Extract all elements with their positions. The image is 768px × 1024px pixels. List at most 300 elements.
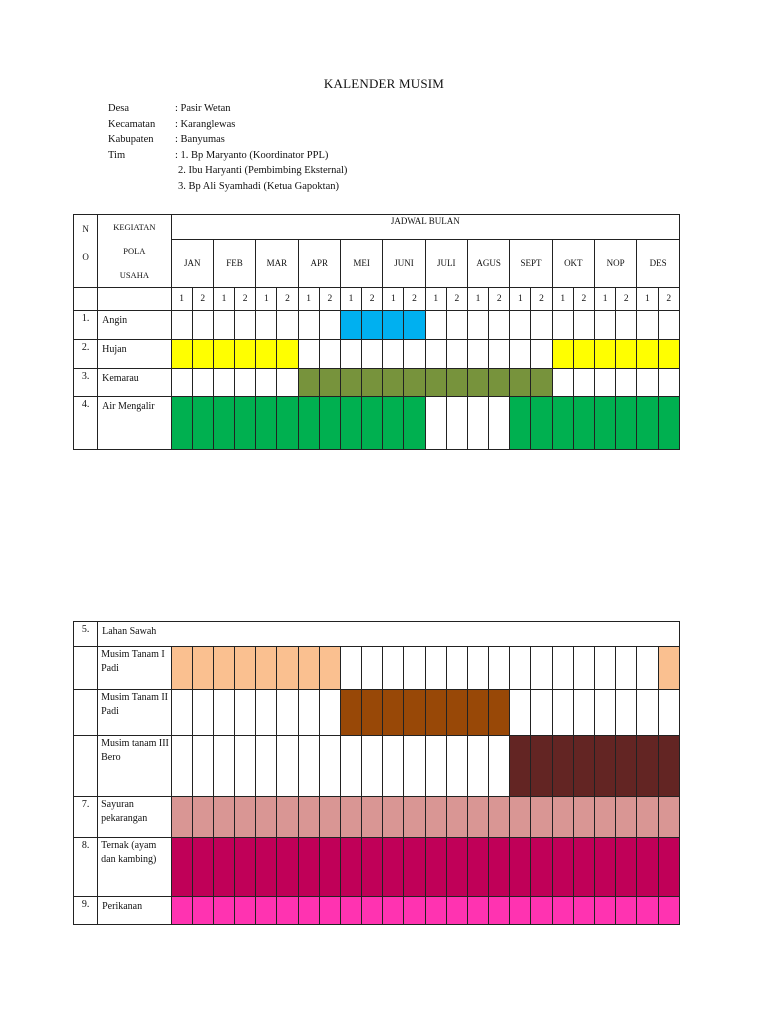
half-month-header: 2 (446, 288, 467, 311)
schedule-cell-filled (489, 369, 510, 397)
schedule-cell-filled (594, 736, 615, 797)
schedule-cell-empty (637, 690, 658, 736)
schedule-cell-filled (383, 797, 404, 838)
row-number: 1. (74, 311, 98, 340)
schedule-cell-filled (383, 369, 404, 397)
schedule-cell-empty (192, 736, 213, 797)
schedule-cell-empty (383, 736, 404, 797)
schedule-cell-filled (425, 897, 446, 925)
schedule-cell-filled (319, 397, 340, 450)
schedule-cell-filled (404, 838, 425, 897)
schedule-cell-empty (298, 340, 319, 369)
schedule-cell-filled (256, 397, 277, 450)
schedule-cell-filled (256, 340, 277, 369)
schedule-cell-filled (658, 397, 680, 450)
schedule-cell-filled (277, 397, 298, 450)
schedule-cell-empty (446, 311, 467, 340)
half-month-header: 2 (616, 288, 637, 311)
schedule-cell-empty (531, 340, 552, 369)
schedule-cell-filled (425, 690, 446, 736)
table-row (74, 690, 680, 736)
half-month-header: 2 (235, 288, 256, 311)
schedule-cell-filled (362, 311, 383, 340)
schedule-cell-empty (467, 340, 488, 369)
schedule-cell-empty (616, 647, 637, 690)
schedule-cell-empty (319, 340, 340, 369)
schedule-cell-filled (637, 340, 658, 369)
schedule-cell-filled (362, 838, 383, 897)
activity-label: Air Mengalir (98, 397, 171, 450)
info-label: Desa (108, 103, 129, 114)
schedule-cell-filled (340, 797, 361, 838)
schedule-cell-empty (362, 340, 383, 369)
half-month-header: 2 (319, 288, 340, 311)
month-header: MAR (256, 239, 298, 287)
schedule-cell-filled (235, 647, 256, 690)
half-month-header: 1 (383, 288, 404, 311)
schedule-cell-filled (404, 311, 425, 340)
schedule-cell-filled (510, 797, 531, 838)
schedule-cell-empty (658, 690, 680, 736)
schedule-cell-filled (552, 838, 573, 897)
schedule-cell-empty (256, 311, 277, 340)
schedule-cell-filled (637, 838, 658, 897)
half-month-header: 1 (552, 288, 573, 311)
schedule-cell-filled (213, 340, 234, 369)
schedule-cell-filled (510, 736, 531, 797)
schedule-cell-filled (467, 897, 488, 925)
schedule-cell-filled (594, 797, 615, 838)
info-row-desa (108, 101, 347, 117)
schedule-cell-empty (637, 311, 658, 340)
schedule-cell-empty (192, 690, 213, 736)
schedule-cell-empty (298, 311, 319, 340)
schedule-cell-empty (362, 647, 383, 690)
activity-label: Angin (98, 311, 171, 340)
schedule-cell-filled (404, 797, 425, 838)
info-row-tim (108, 148, 347, 164)
schedule-cell-filled (383, 897, 404, 925)
schedule-cell-filled (362, 397, 383, 450)
schedule-cell-empty (319, 690, 340, 736)
schedule-cell-empty (637, 369, 658, 397)
info-value: : Karanglewas (175, 118, 236, 130)
schedule-cell-empty (277, 311, 298, 340)
schedule-cell-empty (446, 340, 467, 369)
schedule-cell-filled (171, 397, 192, 450)
month-header: FEB (213, 239, 255, 287)
info-row-kabupaten (108, 132, 347, 148)
schedule-cell-filled (489, 797, 510, 838)
schedule-cell-empty (658, 311, 680, 340)
schedule-cell-empty (489, 340, 510, 369)
schedule-cell-filled (213, 897, 234, 925)
schedule-cell-filled (235, 340, 256, 369)
schedule-cell-empty (573, 369, 594, 397)
schedule-cell-empty (446, 736, 467, 797)
info-block (108, 101, 347, 194)
schedule-cell-empty (171, 369, 192, 397)
schedule-cell-filled (319, 369, 340, 397)
schedule-cell-filled (256, 838, 277, 897)
row-number: 4. (74, 397, 98, 450)
schedule-cell-empty (489, 647, 510, 690)
schedule-cell-empty (277, 369, 298, 397)
schedule-cell-filled (404, 397, 425, 450)
half-month-header: 1 (213, 288, 234, 311)
half-month-header: 2 (192, 288, 213, 311)
table-row (74, 340, 680, 369)
half-month-header: 2 (573, 288, 594, 311)
schedule-cell-empty (552, 690, 573, 736)
schedule-cell-filled (425, 797, 446, 838)
schedule-cell-filled (277, 647, 298, 690)
schedule-cell-filled (467, 838, 488, 897)
half-month-header: 2 (277, 288, 298, 311)
schedule-cell-empty (383, 340, 404, 369)
half-month-header: 2 (531, 288, 552, 311)
half-month-header: 1 (298, 288, 319, 311)
info-row-kecamatan (108, 117, 347, 133)
half-month-header: 2 (489, 288, 510, 311)
schedule-cell-empty (171, 736, 192, 797)
schedule-cell-filled (213, 838, 234, 897)
schedule-cell-empty (235, 736, 256, 797)
info-team-member: 2. Ibu Haryanti (Pembimbing Eksternal) (178, 165, 348, 176)
schedule-cell-filled (298, 838, 319, 897)
schedule-cell-empty (489, 736, 510, 797)
schedule-cell-filled (319, 647, 340, 690)
schedule-cell-filled (340, 311, 361, 340)
schedule-cell-filled (425, 369, 446, 397)
schedule-cell-filled (616, 340, 637, 369)
half-month-header: 2 (404, 288, 425, 311)
schedule-cell-filled (319, 797, 340, 838)
month-header: AGUS (467, 239, 509, 287)
calendar-table-farming (73, 621, 680, 925)
info-value: : Banyumas (175, 134, 225, 145)
table-row (74, 647, 680, 690)
schedule-cell-filled (573, 397, 594, 450)
schedule-cell-empty (340, 736, 361, 797)
schedule-cell-filled (298, 369, 319, 397)
schedule-cell-empty (637, 647, 658, 690)
schedule-cell-filled (552, 797, 573, 838)
schedule-cell-empty (404, 340, 425, 369)
schedule-cell-empty (594, 647, 615, 690)
schedule-cell-empty (340, 340, 361, 369)
activity-label: Musim Tanam II Padi (98, 690, 171, 736)
schedule-cell-filled (340, 690, 361, 736)
schedule-cell-empty (510, 647, 531, 690)
row-number: 2. (74, 340, 98, 369)
schedule-cell-empty (213, 311, 234, 340)
info-value: : 1. Bp Maryanto (Koordinator PPL) (175, 149, 329, 161)
header-activity-line: USAHA (119, 270, 149, 280)
half-month-header: 2 (658, 288, 680, 311)
schedule-cell-filled (531, 397, 552, 450)
schedule-cell-empty (616, 369, 637, 397)
schedule-cell-empty (573, 311, 594, 340)
table-row (74, 311, 680, 340)
schedule-cell-empty (404, 647, 425, 690)
schedule-cell-filled (340, 897, 361, 925)
info-label: Kabupaten (108, 134, 154, 145)
schedule-cell-empty (446, 647, 467, 690)
schedule-cell-filled (531, 797, 552, 838)
schedule-cell-filled (298, 897, 319, 925)
schedule-cell-filled (446, 797, 467, 838)
schedule-cell-empty (383, 647, 404, 690)
activity-label: Musim Tanam I Padi (98, 647, 171, 690)
schedule-cell-empty (594, 690, 615, 736)
activity-label: Hujan (98, 340, 171, 369)
schedule-cell-filled (383, 397, 404, 450)
schedule-cell-filled (467, 369, 488, 397)
schedule-cell-filled (256, 797, 277, 838)
schedule-cell-empty (594, 369, 615, 397)
schedule-cell-filled (531, 369, 552, 397)
schedule-cell-empty (658, 369, 680, 397)
header-schedule: JADWAL BULAN (171, 215, 679, 240)
table-row (74, 397, 680, 450)
schedule-cell-filled (637, 736, 658, 797)
table-row (74, 897, 680, 925)
header-activity-line: KEGIATAN (113, 222, 156, 232)
schedule-cell-empty (425, 736, 446, 797)
schedule-cell-filled (362, 690, 383, 736)
half-month-header: 1 (510, 288, 531, 311)
schedule-cell-filled (404, 369, 425, 397)
schedule-cell-empty (171, 311, 192, 340)
schedule-cell-empty (510, 340, 531, 369)
schedule-cell-filled (616, 797, 637, 838)
schedule-cell-empty (277, 736, 298, 797)
month-header: MEI (340, 239, 382, 287)
row-number: 8. (74, 838, 98, 897)
schedule-cell-filled (552, 897, 573, 925)
schedule-cell-empty (425, 397, 446, 450)
schedule-cell-empty (552, 311, 573, 340)
schedule-cell-empty (425, 647, 446, 690)
schedule-cell-filled (658, 340, 680, 369)
month-header: OKT (552, 239, 594, 287)
header-blank (98, 288, 171, 311)
half-month-header: 1 (467, 288, 488, 311)
schedule-cell-filled (362, 797, 383, 838)
schedule-cell-empty (340, 647, 361, 690)
schedule-cell-empty (171, 690, 192, 736)
schedule-cell-filled (277, 340, 298, 369)
schedule-cell-filled (573, 797, 594, 838)
info-value: : Pasir Wetan (175, 103, 231, 114)
header-no-letter: O (82, 252, 89, 262)
schedule-cell-filled (171, 838, 192, 897)
schedule-cell-empty (510, 690, 531, 736)
schedule-cell-filled (531, 897, 552, 925)
schedule-cell-empty (319, 311, 340, 340)
schedule-cell-filled (616, 838, 637, 897)
schedule-cell-filled (489, 838, 510, 897)
month-header: JULI (425, 239, 467, 287)
schedule-cell-empty (531, 311, 552, 340)
schedule-cell-empty (256, 369, 277, 397)
schedule-cell-empty (319, 736, 340, 797)
row-number: 5. (74, 622, 98, 647)
schedule-cell-empty (510, 311, 531, 340)
schedule-cell-filled (319, 838, 340, 897)
schedule-cell-empty (573, 647, 594, 690)
schedule-cell-empty (616, 311, 637, 340)
table-row (74, 838, 680, 897)
schedule-cell-filled (510, 897, 531, 925)
schedule-cell-empty (552, 647, 573, 690)
row-number (74, 690, 98, 736)
activity-label: Perikanan (98, 897, 171, 925)
schedule-cell-empty (298, 736, 319, 797)
month-header: DES (637, 239, 680, 287)
schedule-cell-filled (510, 369, 531, 397)
header-blank (74, 288, 98, 311)
schedule-cell-empty (362, 736, 383, 797)
schedule-cell-filled (658, 897, 680, 925)
table-row (74, 369, 680, 397)
schedule-cell-filled (319, 897, 340, 925)
schedule-cell-filled (235, 838, 256, 897)
schedule-cell-filled (489, 690, 510, 736)
schedule-cell-filled (616, 736, 637, 797)
schedule-cell-filled (277, 838, 298, 897)
section-row-lahan-sawah (74, 622, 680, 647)
schedule-cell-filled (552, 340, 573, 369)
month-header: APR (298, 239, 340, 287)
schedule-cell-filled (383, 838, 404, 897)
row-number: 3. (74, 369, 98, 397)
schedule-cell-filled (425, 838, 446, 897)
schedule-cell-empty (213, 369, 234, 397)
schedule-cell-filled (298, 797, 319, 838)
schedule-cell-filled (616, 897, 637, 925)
month-header: NOP (594, 239, 636, 287)
header-no (74, 215, 98, 288)
schedule-cell-filled (658, 647, 680, 690)
schedule-cell-filled (446, 897, 467, 925)
schedule-cell-empty (489, 397, 510, 450)
schedule-cell-filled (658, 838, 680, 897)
page-title: KALENDER MUSIM (323, 76, 445, 91)
schedule-cell-filled (383, 311, 404, 340)
schedule-cell-filled (192, 897, 213, 925)
schedule-cell-filled (637, 397, 658, 450)
schedule-cell-empty (277, 690, 298, 736)
schedule-cell-empty (531, 647, 552, 690)
schedule-cell-filled (637, 797, 658, 838)
row-number (74, 647, 98, 690)
schedule-cell-filled (340, 838, 361, 897)
header-row-top (74, 215, 680, 240)
schedule-cell-filled (446, 369, 467, 397)
header-activity (98, 215, 171, 288)
schedule-cell-empty (235, 369, 256, 397)
schedule-cell-filled (235, 897, 256, 925)
row-number (74, 736, 98, 797)
half-month-header: 1 (340, 288, 361, 311)
header-activity-line: POLA (123, 246, 146, 256)
schedule-cell-filled (171, 797, 192, 838)
schedule-cell-filled (298, 397, 319, 450)
schedule-cell-filled (235, 797, 256, 838)
schedule-cell-empty (467, 397, 488, 450)
schedule-cell-empty (425, 340, 446, 369)
schedule-cell-empty (489, 311, 510, 340)
schedule-cell-empty (616, 690, 637, 736)
schedule-cell-filled (510, 838, 531, 897)
schedule-cell-filled (594, 897, 615, 925)
schedule-cell-filled (594, 838, 615, 897)
schedule-cell-empty (425, 311, 446, 340)
activity-label: Musim tanam III Bero (98, 736, 171, 797)
schedule-cell-filled (552, 736, 573, 797)
schedule-cell-filled (192, 647, 213, 690)
table-row (74, 797, 680, 838)
schedule-cell-empty (467, 736, 488, 797)
schedule-cell-filled (658, 736, 680, 797)
schedule-cell-filled (298, 647, 319, 690)
schedule-cell-filled (616, 397, 637, 450)
schedule-cell-filled (192, 797, 213, 838)
schedule-cell-filled (531, 838, 552, 897)
schedule-cell-empty (192, 369, 213, 397)
schedule-cell-empty (552, 369, 573, 397)
info-team-member: 3. Bp Ali Syamhadi (Ketua Gapoktan) (178, 180, 339, 192)
schedule-cell-empty (467, 647, 488, 690)
schedule-cell-filled (192, 397, 213, 450)
schedule-cell-empty (594, 311, 615, 340)
schedule-cell-filled (213, 647, 234, 690)
schedule-cell-empty (298, 690, 319, 736)
schedule-cell-filled (171, 647, 192, 690)
schedule-cell-empty (192, 311, 213, 340)
schedule-cell-empty (573, 690, 594, 736)
schedule-cell-filled (594, 340, 615, 369)
info-label: Tim (108, 149, 126, 161)
schedule-cell-filled (192, 340, 213, 369)
calendar-table-climate (73, 214, 680, 450)
schedule-cell-filled (256, 897, 277, 925)
schedule-cell-filled (658, 797, 680, 838)
schedule-cell-filled (235, 397, 256, 450)
schedule-cell-filled (573, 736, 594, 797)
schedule-cell-filled (213, 397, 234, 450)
schedule-cell-filled (594, 397, 615, 450)
schedule-cell-filled (446, 690, 467, 736)
schedule-cell-empty (467, 311, 488, 340)
schedule-cell-filled (362, 897, 383, 925)
schedule-cell-filled (573, 340, 594, 369)
month-header: JUNI (383, 239, 425, 287)
schedule-cell-filled (573, 897, 594, 925)
schedule-cell-empty (213, 736, 234, 797)
schedule-cell-filled (446, 838, 467, 897)
half-month-header: 1 (425, 288, 446, 311)
schedule-cell-empty (446, 397, 467, 450)
schedule-cell-filled (213, 797, 234, 838)
schedule-cell-filled (489, 897, 510, 925)
schedule-cell-filled (467, 690, 488, 736)
half-month-header: 1 (594, 288, 615, 311)
schedule-cell-filled (171, 340, 192, 369)
schedule-cell-filled (277, 797, 298, 838)
